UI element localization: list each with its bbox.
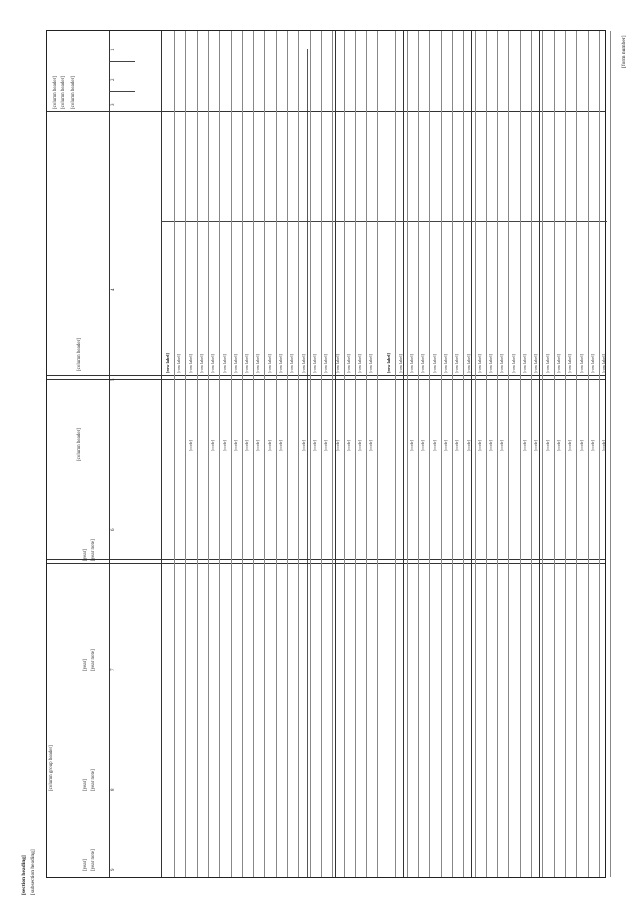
table-row-label: [row label]	[555, 354, 561, 373]
header-col-a: [column header]	[53, 76, 58, 109]
row-separator	[276, 31, 277, 877]
row-separator	[377, 31, 378, 877]
row-separator	[486, 31, 487, 877]
header-year-3-note: [year note]	[91, 769, 96, 791]
row-separator	[497, 31, 498, 877]
table-row-code: [code]	[420, 440, 426, 451]
table-row-label: [row label]	[544, 354, 550, 373]
header-col-c: [column header]	[71, 76, 76, 109]
table-row-code: [code]	[533, 440, 539, 451]
row-separator	[355, 31, 356, 877]
table-row-label: [row label]	[266, 354, 272, 373]
table-row-label: [row label]	[289, 354, 295, 373]
table-row-code: [code]	[567, 440, 573, 451]
table-row-code: [code]	[255, 440, 261, 451]
row-separator	[321, 31, 322, 877]
table-row-code: [code]	[278, 440, 283, 451]
table-row-label: [row label]	[397, 354, 403, 373]
table-row-label: [row label]	[601, 354, 607, 373]
header-year-1-note: [year note]	[91, 539, 96, 561]
row-separator	[264, 31, 265, 877]
table-row-label: [row label]	[187, 354, 193, 373]
table-row-label: [row label]	[409, 354, 414, 373]
row-separator	[475, 31, 476, 877]
table-row-label: [row label]	[221, 354, 227, 373]
row-separator	[441, 31, 442, 877]
col-number: 6	[111, 528, 116, 531]
row-separator	[418, 31, 419, 877]
table-row-label: [row label]	[165, 353, 170, 373]
table-row-code: [code]	[544, 440, 550, 451]
row-separator	[395, 31, 396, 877]
header-col-code: [column header]	[77, 428, 82, 461]
row-separator	[231, 31, 232, 877]
table-row-code: [code]	[578, 440, 584, 451]
table-row-label: [row label]	[589, 354, 595, 373]
table-row-label: [row label]	[368, 354, 374, 373]
row-separator	[287, 31, 288, 877]
row-separator	[332, 31, 333, 877]
row-separator	[197, 31, 198, 877]
row-separator	[174, 31, 175, 877]
table-row-label: [row label]	[232, 354, 238, 373]
table-row-label: [row label]	[454, 354, 460, 373]
row-separator	[508, 31, 509, 877]
table-row-label: [row label]	[442, 354, 448, 373]
form-label: [form number]	[621, 35, 627, 68]
row-separator	[208, 31, 209, 877]
header-year-3: [year]	[83, 779, 88, 791]
table-row-label: [row label]	[311, 354, 317, 373]
row-separator	[242, 31, 243, 877]
table-row-label: [row label]	[578, 354, 584, 373]
table-row-label: [row label]	[198, 354, 204, 373]
table-row-label: [row label]	[176, 354, 182, 373]
row-separator	[610, 31, 611, 877]
header-year-1: [year]	[83, 549, 88, 561]
row-separator	[407, 31, 408, 877]
table-row-code: [code]	[266, 440, 272, 451]
table-row-label: [row label]	[210, 354, 216, 373]
section-title: [section heading]	[21, 855, 27, 895]
table-row-code: [code]	[300, 440, 306, 451]
table-row-label: [row label]	[476, 354, 482, 373]
header-col-b: [column header]	[61, 76, 66, 109]
table-row-label: [row label]	[533, 354, 539, 373]
table-row-label: [row label]	[244, 354, 250, 373]
table-row-code: [code]	[488, 440, 494, 451]
table-row-code: [code]	[476, 440, 482, 451]
header-year-2-note: [year note]	[91, 649, 96, 671]
table-row-code: [code]	[368, 440, 374, 451]
table-row-code: [code]	[442, 440, 448, 451]
row-separator	[253, 31, 254, 877]
row-separator	[185, 31, 186, 877]
header-year-4-note: [year note]	[91, 849, 96, 871]
row-separator	[310, 31, 311, 877]
table-row-label: [row label]	[465, 354, 471, 373]
table-row-label: [row label]	[278, 354, 283, 373]
row-separator	[429, 31, 430, 877]
table-row-label: [row label]	[334, 354, 340, 373]
col-number: 9	[111, 868, 116, 871]
header-year-4: [year]	[83, 859, 88, 871]
data-table	[46, 30, 606, 878]
row-separator	[298, 31, 299, 877]
row-separator	[219, 31, 220, 877]
table-row-code: [code]	[187, 440, 193, 451]
table-row-code: [code]	[499, 440, 505, 451]
row-separator	[554, 31, 555, 877]
table-row-label: [row label]	[488, 354, 494, 373]
table-row-code: [code]	[311, 440, 317, 451]
row-separator	[588, 31, 589, 877]
table-row-label: [row label]	[522, 354, 527, 373]
table-row-label: [row label]	[420, 354, 426, 373]
table-row-code: [code]	[357, 440, 363, 451]
table-row-code: [code]	[244, 440, 250, 451]
table-row-label: [row label]	[357, 354, 363, 373]
row-separator	[520, 31, 521, 877]
header-year-2: [year]	[83, 659, 88, 671]
row-separator	[542, 31, 543, 877]
col-number: 5	[111, 378, 116, 381]
col-number: 4	[111, 288, 116, 291]
row-separator	[452, 31, 453, 877]
table-row-label: [row label]	[345, 354, 351, 373]
table-row-code: [code]	[210, 440, 216, 451]
col-number: 3	[111, 103, 116, 106]
table-row-code: [code]	[323, 440, 329, 451]
table-row-code: [code]	[221, 440, 227, 451]
table-row-label: [row label]	[499, 354, 505, 373]
col-number: 2	[111, 78, 116, 81]
table-row-code: [code]	[522, 440, 527, 451]
col-number: 7	[111, 668, 116, 671]
table-row-label: [row label]	[567, 354, 573, 373]
table-row-label: [row label]	[431, 354, 437, 373]
row-separator	[531, 31, 532, 877]
row-separator	[344, 31, 345, 877]
table-row-code: [code]	[334, 440, 340, 451]
col-number: 8	[111, 788, 116, 791]
row-separator	[366, 31, 367, 877]
table-row-code: [code]	[345, 440, 351, 451]
row-separator	[576, 31, 577, 877]
table-row-code: [code]	[601, 440, 607, 451]
table-row-code: [code]	[431, 440, 437, 451]
table-row-label: [row label]	[510, 354, 516, 373]
table-row-code: [code]	[555, 440, 561, 451]
table-row-code: [code]	[589, 440, 595, 451]
row-separator	[599, 31, 600, 877]
col-number: 1	[111, 48, 116, 51]
table-row-code: [code]	[465, 440, 471, 451]
subsection-title: [subsection heading]	[30, 849, 36, 895]
row-separator	[463, 31, 464, 877]
table-row-label: [row label]	[386, 353, 392, 373]
row-separator	[565, 31, 566, 877]
table-row-code: [code]	[454, 440, 460, 451]
table-row-label: [row label]	[300, 354, 306, 373]
table-row-label: [row label]	[323, 354, 329, 373]
table-row-code: [code]	[409, 440, 414, 451]
header-group-label: [column group header]	[49, 745, 54, 791]
table-row-label: [row label]	[255, 354, 261, 373]
header-col-name: [column header]	[77, 338, 82, 371]
table-row-code: [code]	[232, 440, 238, 451]
